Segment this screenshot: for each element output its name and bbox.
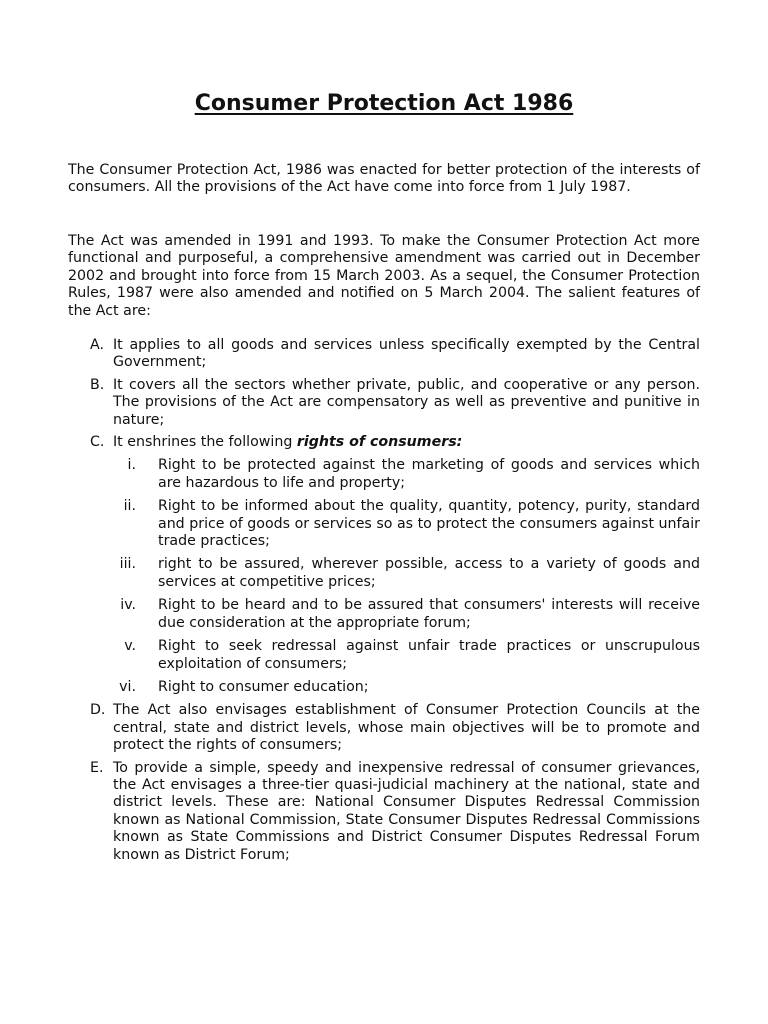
feature-item-c [0, 434, 768, 696]
feature-text: The Act also envisages establishment of Consumer Protection Councils at the central, state and district levels, whose main objectives will be to promote and protect the rights of consumers; [113, 702, 700, 754]
right-text: Right to seek redressal against unfair trade practices or unscrupulous exploitation of consumers; [158, 638, 700, 672]
right-marker: v. [124, 638, 136, 655]
feature-text-lead: It enshrines the following [113, 434, 297, 451]
rights-list [0, 457, 768, 696]
right-text: Right to be informed about the quality, quantity, potency, purity, standard and price of goods or services so as to protect the consumers against unfair trade practices; [158, 498, 700, 550]
right-item-vi [0, 679, 768, 696]
feature-text [113, 434, 700, 451]
right-text: Right to be heard and to be assured that consumers' interests will receive due consideration at the appropriate forum; [158, 597, 700, 631]
right-item-i [0, 457, 768, 492]
feature-item-b [0, 377, 768, 429]
feature-item-e [0, 760, 768, 864]
features-list [0, 337, 768, 869]
rights-of-consumers-emphasis: rights of consumers: [296, 434, 463, 451]
feature-marker: C. [90, 434, 105, 451]
right-marker: vi. [119, 678, 136, 695]
feature-text: It applies to all goods and services unless specifically exempted by the Central Government; [113, 337, 700, 371]
right-item-iii [0, 556, 768, 591]
document-title: Consumer Protection Act 1986 [194, 91, 574, 116]
right-text: right to be assured, wherever possible, access to a variety of goods and services at competitive prices; [158, 556, 700, 590]
feature-marker: A. [90, 337, 104, 353]
right-item-v [0, 638, 768, 673]
right-marker: i. [127, 457, 136, 474]
amendment-paragraph: The Act was amended in 1991 and 1993. To make the Consumer Protection Act more functional and purposeful, a comprehensive amendment was carried out in December 2002 and brought into force from 15 March 2003. As a sequel, the Consumer Protection Rules, 1987 were also amended and notified on 5 March 2004. The salient features of the Act are: [68, 233, 700, 319]
feature-text: To provide a simple, speedy and inexpensive redressal of consumer grievances, the Act envisages a three-tier quasi-judicial machinery at the national, state and district levels. These are: National Consumer Disputes Redressal Commission known as National Commission, State Consumer Disputes Redressal Commissions known as State Commissions and District Consumer Disputes Redressal Forum known as District Forum; [113, 759, 700, 863]
right-text: Right to be protected against the marketing of goods and services which are hazardous to life and property; [158, 457, 700, 491]
feature-item-d [0, 702, 768, 754]
right-marker: iv. [120, 597, 136, 614]
feature-marker: B. [90, 376, 105, 393]
feature-marker: D. [90, 702, 106, 719]
right-text: Right to consumer education; [158, 678, 369, 695]
right-marker: ii. [123, 498, 136, 515]
right-item-iv [0, 597, 768, 632]
feature-text: It covers all the sectors whether private, public, and cooperative or any person. The provisions of the Act are compensatory as well as preventive and punitive in nature; [113, 376, 700, 428]
feature-item-a [0, 337, 768, 372]
intro-paragraph: The Consumer Protection Act, 1986 was enacted for better protection of the interests of consumers. All the provisions of the Act have come into force from 1 July 1987. [68, 162, 700, 196]
right-item-ii [0, 498, 768, 550]
feature-marker: E. [90, 759, 104, 776]
right-marker: iii. [119, 556, 136, 573]
